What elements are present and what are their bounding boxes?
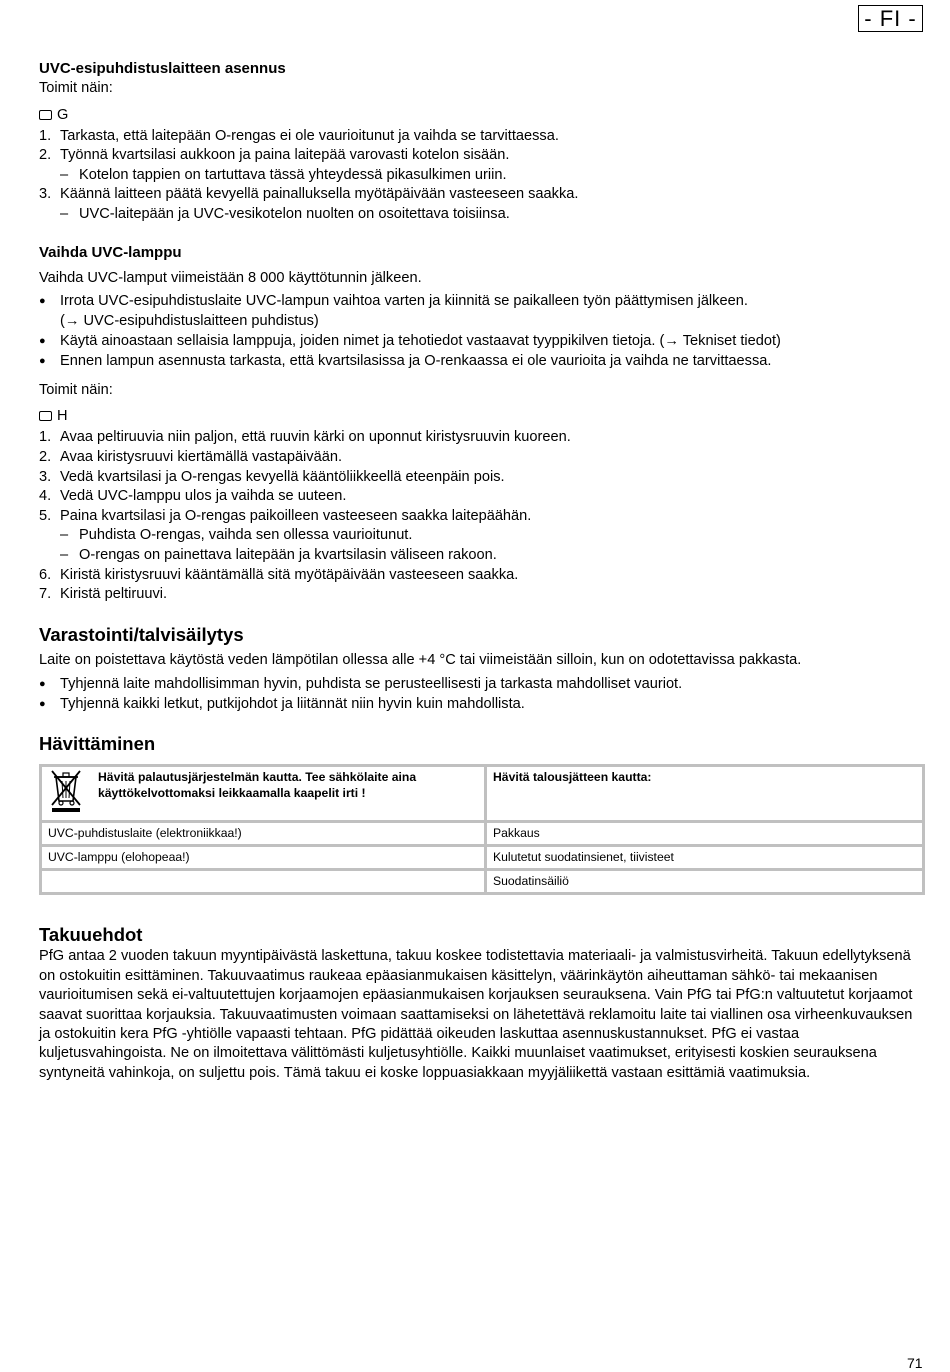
page-number: 71 [907, 1355, 923, 1371]
sub-list-item: – Kotelon tappien on tartuttava tässä yhteydessä pikasulkimen uriin. [60, 166, 507, 183]
figure-icon [39, 411, 52, 421]
lamp-steps-intro: Toimit näin: [39, 381, 113, 398]
storage-intro: Laite on poistettava käytöstä veden lämpötilan ollessa alle +4 °C tai viimeistään silloin, kun on odotettavissa pakkasta. [39, 651, 802, 668]
list-item: 4. Vedä UVC-lamppu ulos ja vaihda se uuteen. [39, 488, 347, 505]
lamp-bullets [39, 291, 927, 371]
sub-list-item: – O-rengas on painettava laitepään ja kvartsilasin väliseen rakoon. [60, 547, 497, 564]
list-item: 1. Tarkasta, että laitepään O-rengas ei ole vaurioitunut ja vaihda se tarvittaessa. [39, 127, 559, 144]
figure-reference-g [39, 105, 927, 125]
install-intro: Toimit näin: [39, 80, 113, 96]
figure-icon [39, 110, 52, 120]
warranty-text: PfG antaa 2 vuoden takuun myyntipäivästä laskettuna, takuu koskee todistettavia materiaali- ja valmistusvirheitä. Takuun edellytyksenä on ostokuitin esittäminen. Takuuvaatimus raukeaa epäasianmukaisen käsittelyn, väärinkäytön aiheuttaman sähkö- tai mekaanisen vaurioitumisen sekä ei-valtuutettujen korjaamojen epäasianmukaisen korjauksen seurauksena. Vain PfG tai PfG:n valtuutetut korjaamot saavat suorittaa korjauksia. Takuuvaatimusten voimaan saattamiseksi on lähetettävä reklamoitu laite tai viallinen osa virheenkuvauksen ja ostokuitin kera PfG -yhtiölle vapaasti tehtaan. PfG pidättää oikeuden laskuttaa asennuskustannukset. PfG ei vastaa kuljetusvahingoista. Ne on ilmoitettava välittömästi kuljetusyhtiölle. Kaikki muunlaiset vaatimukset, erityisesti koskien seurauksena syntyneitä vahinkoja, on suljettu pois. Tämä takuu ei koske loppuasiakkaan myyjäliikettä vastaan esittämiä vaatimuksia. [39, 948, 913, 1081]
lamp-steps [39, 428, 927, 604]
list-item: ● Tyhjennä kaikki letkut, putkijohdot ja liitännät niin hyvin kuin mahdollista. [39, 696, 525, 713]
table-row: Suodatinsäiliö [41, 870, 924, 894]
sub-list-item: – UVC-laitepään ja UVC-vesikotelon nuolten on osoitettava toisiinsa. [60, 205, 510, 222]
warranty-heading: Takuuehdot [39, 924, 143, 946]
list-item: ● Irrota UVC-esipuhdistuslaite UVC-lampun vaihtoa varten ja kiinnitä se paikalleen työn päättymisen jälkeen. [39, 292, 748, 309]
list-item: 5. Paina kvartsilasi ja O-rengas paikoilleen vasteeseen saakka laitepäähän. [39, 507, 532, 524]
list-item: 1. Avaa peltiruuvia niin paljon, että ruuvin kärki on uponnut kiristysruuvin kuoreen. [39, 429, 571, 446]
list-item: 3. Käännä laitteen päätä kevyellä painalluksella myötäpäivään vasteeseen saakka. [39, 186, 579, 203]
storage-bullets [39, 674, 927, 714]
list-item: 6. Kiristä kiristysruuvi kääntämällä sitä myötäpäivään vasteeseen saakka. [39, 566, 519, 583]
list-item: ● Käytä ainoastaan sellaisia lamppuja, joiden nimet ja tehotiedot vastaavat tyyppikilven tietoja. (→ Tekniset tiedot) [39, 332, 781, 349]
figure-reference-h [39, 406, 927, 426]
list-item: 3. Vedä kvartsilasi ja O-rengas kevyellä kääntöliikkeellä eteenpäin pois. [39, 468, 505, 485]
table-row: UVC-puhdistuslaite (elektroniikkaa!) Pakkaus [41, 822, 924, 846]
list-item-continuation: (→ UVC-esipuhdistuslaitteen puhdistus) [60, 312, 319, 329]
sub-list-item: – Puhdista O-rengas, vaihda sen ollessa vaurioitunut. [60, 527, 413, 544]
figure-label: H [57, 408, 68, 425]
disposal-heading: Hävittäminen [39, 733, 156, 755]
install-heading: UVC-esipuhdistuslaitteen asennus [39, 60, 286, 77]
storage-heading: Varastointi/talvisäilytys [39, 623, 244, 645]
disposal-right-header: Hävitä talousjätteen kautta: [486, 766, 924, 822]
disposal-table [39, 764, 925, 895]
list-item: ● Ennen lampun asennusta tarkasta, että kvartsilasissa ja O-renkaassa ei ole vaurioita ja vaihda ne tarvittaessa. [39, 352, 772, 369]
page-content [39, 58, 927, 1083]
disposal-left-header: Hävitä palautusjärjestelmän kautta. Tee sähkölaite aina käyttökelvottomaksi leikkaamalla kaapelit irti ! [41, 766, 486, 822]
crossed-out-bin-icon [48, 769, 98, 817]
list-item: 2. Avaa kiristysruuvi kiertämällä vastapäivään. [39, 449, 342, 466]
table-row: UVC-lamppu (elohopeaa!) Kulutetut suodatinsienet, tiivisteet [41, 846, 924, 870]
lamp-heading: Vaihda UVC-lamppu [39, 244, 182, 262]
install-steps [39, 127, 927, 225]
list-item: 2. Työnnä kvartsilasi aukkoon ja paina laitepää varovasti kotelon sisään. [39, 147, 510, 164]
lamp-intro: Vaihda UVC-lamput viimeistään 8 000 käyttötunnin jälkeen. [39, 270, 422, 287]
language-badge: - FI - [858, 5, 923, 32]
list-item: ● Tyhjennä laite mahdollisimman hyvin, puhdista se perusteellisesti ja tarkasta mahdolliset vauriot. [39, 676, 683, 693]
list-item: 7. Kiristä peltiruuvi. [39, 586, 168, 603]
figure-label: G [57, 106, 69, 123]
